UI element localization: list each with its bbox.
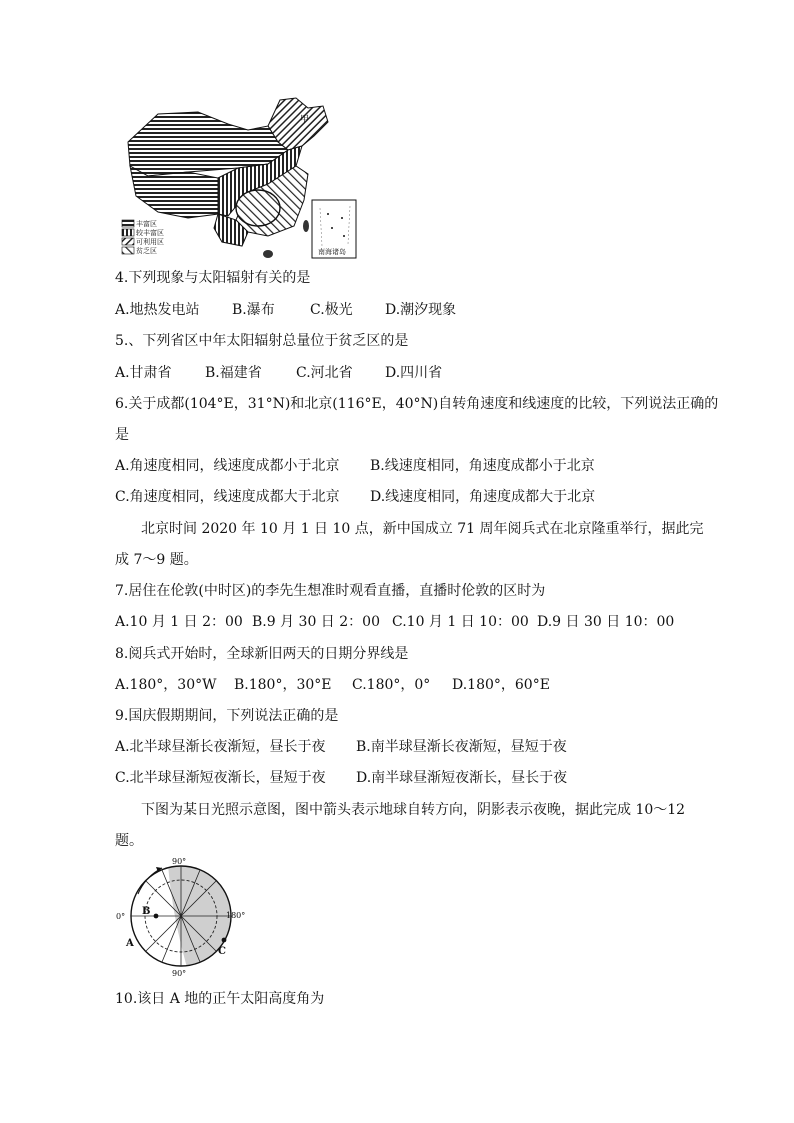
- q4-option-c: C.极光: [310, 302, 353, 318]
- q5-option-c: C.河北省: [296, 365, 353, 381]
- label-0: 0°: [116, 912, 126, 921]
- intro-7-9-cont: 成 7～9 题。: [115, 552, 198, 568]
- legend-usable: 可利用区: [136, 238, 164, 246]
- map-legend: [122, 219, 164, 255]
- q6-option-a: A.角速度相同，线速度成都小于北京: [115, 458, 340, 474]
- q9-option-b: B.南半球昼渐长夜渐短，昼短于夜: [356, 739, 567, 755]
- q7-option-b: B.9 月 30 日 2：00: [252, 614, 380, 630]
- q10-text: 10.该日 A 地的正午太阳高度角为: [115, 991, 325, 1007]
- legend-rich: 丰富区: [136, 220, 157, 228]
- q8-option-c: C.180°，0°: [352, 677, 431, 693]
- label-90-top: 90°: [172, 857, 187, 866]
- china-solar-radiation-map: [118, 96, 363, 266]
- q4-option-d: D.潮汐现象: [385, 302, 457, 318]
- q9-option-c: C.北半球昼渐短夜渐长，昼短于夜: [115, 770, 326, 786]
- q5-option-d: D.四川省: [385, 365, 443, 381]
- q5-option-a: A.甘肃省: [115, 365, 172, 381]
- q9-text: 9.国庆假期期间，下列说法正确的是: [115, 708, 339, 724]
- inset-label: 南海诸岛: [318, 248, 346, 256]
- q7-option-d: D.9 日 30 日 10：00: [537, 614, 675, 630]
- q7-option-c: C.10 月 1 日 10：00: [392, 614, 529, 630]
- label-a: A: [126, 938, 134, 949]
- sichuan-region: [236, 190, 280, 226]
- intro-10-12: 下图为某日光照示意图，图中箭头表示地球自转方向，阴影表示夜晚，据此完成 10～12: [141, 802, 686, 818]
- q5-text: 5.、下列省区中年太阳辐射总量位于贫乏区的是: [115, 333, 409, 349]
- label-90-bottom: 90°: [172, 969, 187, 978]
- q9-option-d: D.南半球昼渐短夜渐长，昼长于夜: [356, 770, 568, 786]
- q4-option-a: A.地热发电站: [115, 302, 200, 318]
- label-180: 180°: [226, 911, 246, 920]
- q6-option-d: D.线速度相同，角速度成都大于北京: [370, 489, 596, 505]
- q6-text-cont: 是: [115, 427, 129, 443]
- q8-text: 8.阅兵式开始时，全球新旧两天的日期分界线是: [115, 646, 409, 662]
- q8-option-a: A.180°，30°W: [115, 677, 217, 693]
- south-sea-inset: [312, 200, 356, 258]
- label-c: C: [218, 946, 226, 957]
- illumination-diagram: [112, 856, 252, 978]
- legend-fairly-rich: 较丰富区: [136, 229, 164, 237]
- q6-option-b: B.线速度相同，角速度成都小于北京: [370, 458, 595, 474]
- q8-option-b: B.180°，30°E: [234, 677, 332, 693]
- q6-option-c: C.角速度相同，线速度成都大于北京: [115, 489, 340, 505]
- q7-option-a: A.10 月 1 日 2：00: [115, 614, 243, 630]
- intro-10-12-cont: 题。: [115, 833, 143, 849]
- q4-text: 4.下列现象与太阳辐射有关的是: [115, 270, 311, 286]
- intro-7-9: 北京时间 2020 年 10 月 1 日 10 点，新中国成立 71 周年阅兵式在北京隆重举行，据此完: [141, 521, 704, 537]
- q4-option-b: B.瀑布: [232, 302, 275, 318]
- q7-text: 7.居住在伦敦(中时区)的李先生想准时观看直播，直播时伦敦的区时为: [115, 583, 546, 599]
- legend-poor: 贫乏区: [136, 247, 157, 255]
- q5-option-b: B.福建省: [205, 365, 262, 381]
- q9-option-a: A.北半球昼渐长夜渐短，昼长于夜: [115, 739, 326, 755]
- q6-text: 6.关于成都(104°E，31°N)和北京(116°E，40°N)自转角速度和线速度的比较，下列说法正确的: [115, 396, 719, 412]
- q8-option-d: D.180°，60°E: [452, 677, 550, 693]
- west-region: [130, 166, 218, 218]
- label-jia: 甲: [300, 115, 310, 125]
- label-b: B: [142, 906, 151, 917]
